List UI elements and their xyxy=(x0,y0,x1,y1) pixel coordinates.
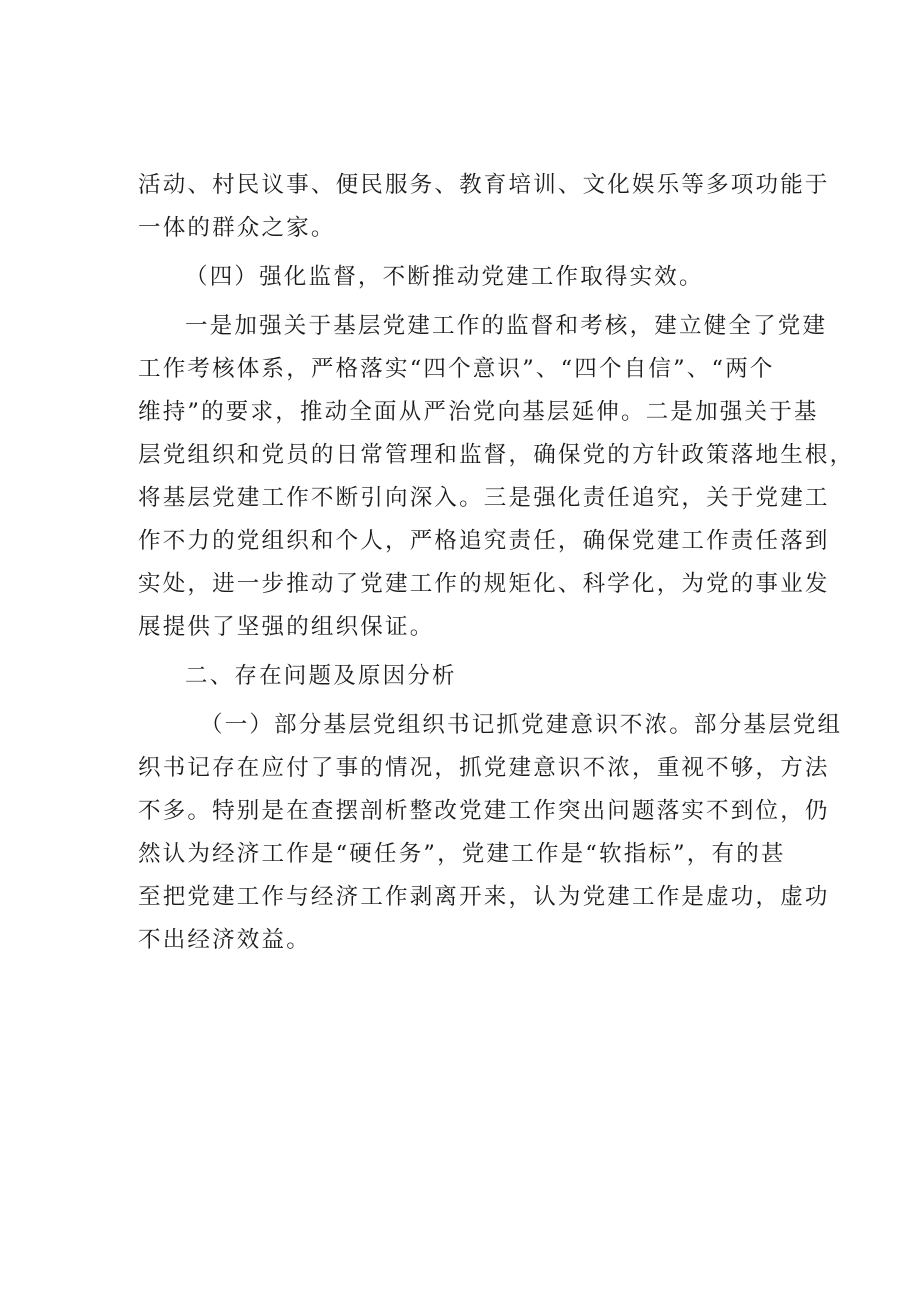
chapter-heading: 二、存在问题及原因分析 xyxy=(185,663,457,689)
paragraph-line: （一）部分基层党组织书记抓党建意识不浓。部分基层党组 xyxy=(200,712,843,738)
paragraph-line: 活动、村民议事、便民服务、教育培训、文化娱乐等多项功能于 xyxy=(138,172,830,198)
paragraph-line: 层党组织和党员的日常管理和监督，确保党的方针政策落地生根， xyxy=(138,442,855,468)
paragraph-line: 不多。特别是在查摆剖析整改党建工作突出问题落实不到位，仍 xyxy=(138,798,830,824)
paragraph-line: 至把党建工作与经济工作剥离开来，认为党建工作是虚功，虚功 xyxy=(138,884,830,910)
paragraph-line: 一体的群众之家。 xyxy=(138,215,336,241)
paragraph-line: 不出经济效益。 xyxy=(138,927,311,953)
paragraph-line: 一是加强关于基层党建工作的监督和考核，建立健全了党建 xyxy=(185,313,828,339)
paragraph-line: 然认为经济工作是“硬任务”，党建工作是“软指标”，有的甚 xyxy=(138,841,786,867)
paragraph-line: 织书记存在应付了事的情况，抓党建意识不浓，重视不够，方法 xyxy=(138,755,830,781)
paragraph-line: 展提供了坚强的组织保证。 xyxy=(138,614,435,640)
paragraph-line: 实处，进一步推动了党建工作的规矩化、科学化，为党的事业发 xyxy=(138,571,830,597)
paragraph-line: 将基层党建工作不断引向深入。三是强化责任追究，关于党建工 xyxy=(138,485,830,511)
section-heading: （四）强化监督，不断推动党建工作取得实效。 xyxy=(185,264,704,290)
paragraph-line: 工作考核体系，严格落实“四个意识”、“四个自信”、“两个 xyxy=(138,356,775,382)
paragraph-line: 作不力的党组织和个人，严格追究责任，确保党建工作责任落到 xyxy=(138,528,830,554)
paragraph-line: 维持”的要求，推动全面从严治党向基层延伸。二是加强关于基 xyxy=(138,399,819,425)
document-body xyxy=(138,164,855,962)
